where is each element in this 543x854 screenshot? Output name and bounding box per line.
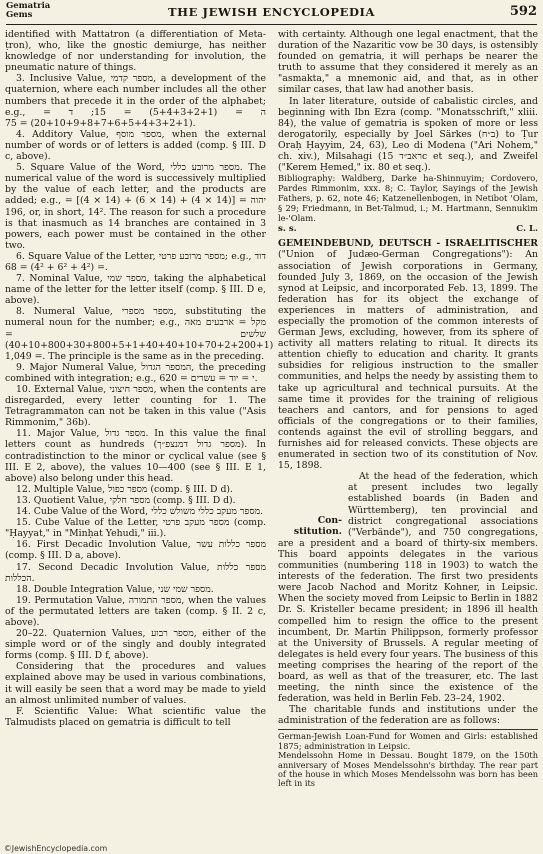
paragraph: 6. Square Value of the Letter, מספר מרובע פרטי; e.g., דוד = (4² + 6² + 4²) = 68. [5,250,266,273]
side-heading-line-2: stitution. [293,526,342,538]
paragraph: 16. First Decadic Involution Value, מספר כללות עשר (comp. § III. D a, above). [5,539,266,562]
bibliography: Bibliography: Waldberg, Darke ha-Shinnuyim; Cordovero, Pardes Rimmonim, xxx. 8; C. Taylor, Sayings of the Jewish Fathers, p. 62, note 46; Katzenellenbogen, in Netibot 'Olam, § 29; Friedmann, in Bet-Talmud, i.; M. Hartmann, Sennukim le-'Olam. [278,173,538,224]
paragraph: 18. Double Integration Value, מספר שמי שני. [16,583,214,595]
footer-url: ©JewishEncyclopedia.com [4,844,108,853]
paragraph: 14. Cube Value of the Word, מספר מעקב כללי משולש כללי. [16,506,264,518]
running-head-line-1: Gematria [6,1,51,11]
paragraph: 5. Square Value of the Word, מספר מרובע כללי. The numerical value of the word is successively multiplied by the value of each letter, and the products are added; e.g., יהוה = [(14 × 4) + (14 × 6) + (14 × 4)] = 196, or, in short, 14². The reason for such a procedure is that inasmuch as 14 branches are contained in 3 powers, each power must be contained in the other two. [5,162,266,251]
left-column [5,29,274,728]
right-column [278,29,538,789]
paragraph: The charitable funds and institutions under the administration of the federation are as follows: [278,704,538,727]
paragraph: In later literature, outside of cabalistic circles, and beginning with Ibn Ezra (comp. "Monatsschrift," xliii. 84), the value of gematria is spoken of more or less derogatorily, especially by Joel Särkes (ב״ח) to Ṭur Oraḥ Ḥayyim, 24, 63), Leo di Modena ("Ari Nohem," ch. xiv.), Milsahagi (ראב״ד 15c et seq.), and Zweifel ("Kerem Ḥemed," ix. 80 et seq.). [278,95,538,174]
paragraph: 20–22. Quaternion Values, מספר רבוע, either of the simple word or of the singly and doubly integrated forms (comp. § III. D f, above). [5,628,266,662]
page-header [6,2,537,25]
paragraph: 7. Nominal Value, מספר שמי, taking the alphabetical name of the letter for the letter itself (comp. § III. D e, above). [5,273,266,307]
paragraph: 8. Numeral Value, מספר מספרי, substituting the numeral noun for the number; e.g., מקל = ארבעים מאה שלשים = (40+10+800+30+800+5+1+40+40+10+70+2+200+1) = 1,049. The principle is the same as in the preceding. [5,306,274,362]
signature-line [278,224,538,235]
paragraph: identified with Mattatron (a differentiation of Meta-ṭron), who, like the gnostic demiurge, has neither knowledge of nor understanding for involution, the pneumatic nature of things. [5,29,266,74]
side-heading [278,515,342,537]
paragraph: 4. Additory Value, מספר מוסף, when the external number of words or of letters is added (comp. § III. D c, above). [5,128,266,163]
paragraph: 12. Multiple Value, מספר כפול (comp. § III. D d). [16,483,233,495]
constitution-section [278,471,538,704]
paragraph: 13. Quotient Value, מספר חלקי (comp. § III. D d). [16,494,236,506]
side-heading-line-1: Con- [317,515,342,527]
paragraph: 15. Cube Value of the Letter, מספר מעקב פרטי (comp. "Ḥayyat," in "Minḥat Yehudi," iii.). [5,517,266,540]
page-number: 592 [509,4,537,19]
paragraph: Considering that the procedures and values explained above may be used in various combinations, it will easily be seen that a word may be made to yield an almost unlimited number of values. [5,661,266,706]
paragraph: 3. Inclusive Value, מספר קדמי, a development of the quaternion, where each number includes all the other numbers that precede it in the order of the alphabet; e.g., ה = (5+4+3+2+1) = 15; ד = (20+10+9+8+7+6+5+4+3+2+1) = 75. [5,73,266,129]
paragraph: 19. Permutation Value, מספר התמורה, when the values of the permutated letters are taken (comp. § II. 2 c, above). [5,594,267,628]
paragraph: 9. Major Numeral Value, המספר הגדול, the preceding combined with integration; e.g., י = יוד = עשרים = 620. [5,361,266,384]
paragraph: 17. Second Decadic Involution Value, מספר כללות הכללות. [5,561,266,584]
paragraph: with certainty. Although one legal enactment, that the duration of the Nazaritic vow be 30 days, is ostensibly founded on gematria, it will perhaps be nearer the truth to assume that they considered it merely as an "asmakta," a mnemonic aid, and that, as in other similar cases, that law had another basis. [278,29,538,96]
divider [278,729,538,730]
fund-entry: German-Jewish Loan-Fund for Women and Girls: established 1875; administration in Leipsic. [278,731,538,751]
paragraph: 11. Major Value, מספר גדול. In this value the final letters count as hundreds (מספר גדול דמנצפ״ך). In contradistinction to the minor or cyclical value (see § III. E 2, above), the values 10—400 (see § III. E 1, above) also belong under this head. [5,428,266,484]
fund-entry: Mendelssohn Home in Dessau. Bought 1879, on the 150th anniversary of Moses Mendelssohn's birthday. The rear part of the house in which Moses Mendelssohn was born has been left in its [278,750,538,789]
paragraph: At the head of the federation, which at present includes two legally established boards (in Baden and Württemberg), ten provincial and district congregational associations ("Verbände"), and 750 congregations, are a president and a board of thirty-six members. This board appoints delegates in the various communities (numbering 118 in 1903) to watch the interests of the federation. The first two presidents were Jacob Nachod and Moritz Kohner, in Leipsic. When the society moved from Leipsic to Berlin in 1882 Dr. S. Kristeller became president; in 1896 ill health compelled him to resign the office to the present incumbent, Dr. Martin Philippson, formerly professor at the University of Brussels. A regular meeting of delegates is held every four years. The business of this meeting comprises the hearing of the report of the board, as well as that of the treasurer, etc. The last meeting, the ninth since the existence of the federation, was held in Berlin Feb. 23–24, 1902. [278,471,538,705]
running-head-line-2: Gems [6,10,33,20]
article-intro: ("Union of Judæo-German Congregations"): An association of Jewish corporations in Germany, founded July 3, 1869, on the occasion of the Jewish synod at Leipsic, and incorporated Feb. 13, 1899. The federation has for its object the exchange of experiences in matters of administration, and especially the promotion of the common interests of German Jews, excluding, however, from its sphere of activity all matters relating to ritual. It directs its attention chiefly to education and charity. It grants subsidies for religious instruction to the smaller communities, and helps the needy by assisting them to take up agricultural and technical pursuits. At the same time it provides for the training of religious teachers and cantors, and for pensions to aged officials of the congregations or to their families, contends against the evil of strolling beggars, and furnishes aid for released convicts. These objects are enumerated in section two of its constitution of Nov. 15, 1898. [278,249,538,472]
journal-title: THE JEWISH ENCYCLOPEDIA [167,5,376,19]
paragraph: 10. External Value, מספר חיצוני, when the contents are disregarded, every letter counting for 1. The Tetragrammaton can not be taken in this value ("Asis Rimmonim," 36b). [5,384,267,429]
article-entry [278,238,538,471]
paragraph: F. Scientific Value: What scientific value the Talmudists placed on gematria is difficult to tell [5,705,266,728]
signature-right: C. L. [516,224,538,235]
signature-left: s. s. [278,224,297,235]
article-heading: GEMEINDEBUND, DEUTSCH - ISRAELITISCHER [278,238,538,250]
